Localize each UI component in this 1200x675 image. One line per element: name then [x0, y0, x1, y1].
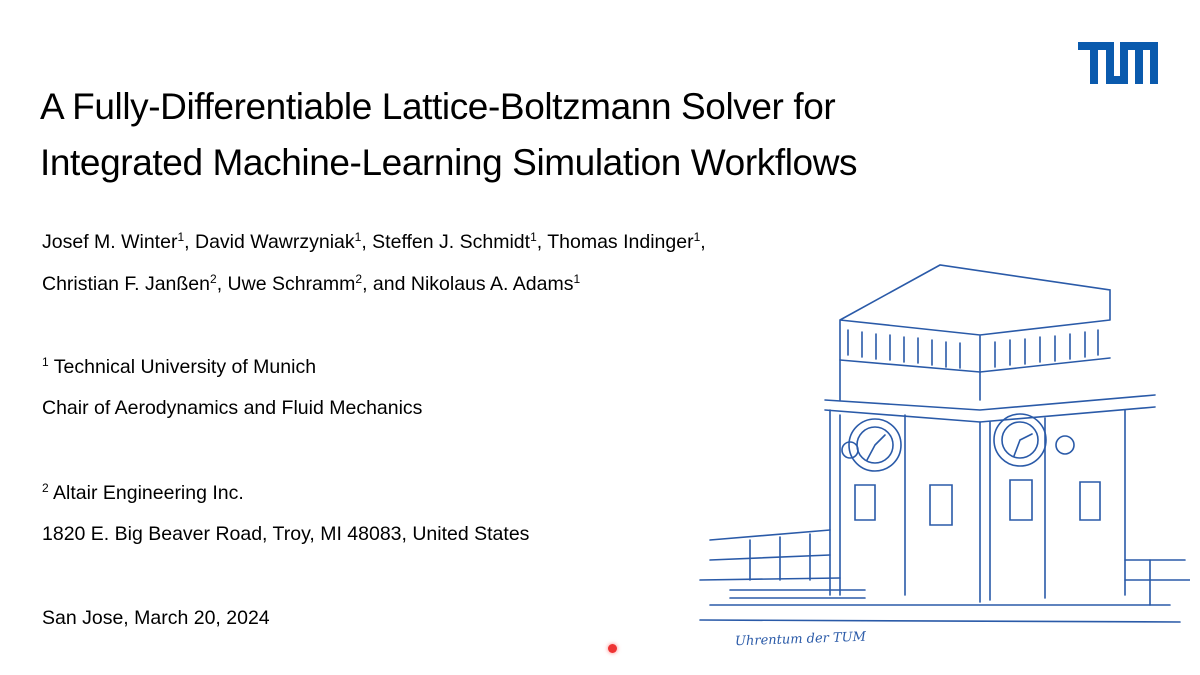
- authors-line-2: [42, 272, 580, 296]
- affiliation-mark: 1: [354, 230, 362, 244]
- affiliation-mark: 1: [42, 355, 49, 369]
- clock-tower-sketch: [690, 260, 1190, 640]
- separator: ,: [184, 231, 195, 253]
- authors-line-1: [42, 230, 706, 254]
- title-line-2: Integrated Machine-Learning Simulation Workflows: [40, 142, 858, 183]
- sketch-caption: Uhrentum der TUM: [734, 629, 867, 650]
- separator: ,: [216, 273, 228, 295]
- affiliation-2-name: [42, 481, 244, 505]
- affiliation-mark: 1: [177, 230, 185, 244]
- author-name: Nikolaus A. Adams: [410, 273, 574, 295]
- affiliation-mark: 2: [210, 272, 217, 286]
- affiliation-text: Technical University of Munich: [53, 356, 317, 378]
- venue-date: San Jose, March 20, 2024: [42, 607, 270, 629]
- author-name: Thomas Indinger: [547, 231, 694, 253]
- author-name: Steffen J. Schmidt: [372, 231, 531, 253]
- author-name: Uwe Schramm: [227, 273, 356, 295]
- author-name: Christian F. Janßen: [42, 273, 210, 295]
- affiliation-2-address: 1820 E. Big Beaver Road, Troy, MI 48083, United States: [42, 523, 530, 545]
- separator: ,: [361, 231, 373, 253]
- affiliation-mark: 1: [573, 272, 581, 286]
- affiliation-1-dept: Chair of Aerodynamics and Fluid Mechanics: [42, 397, 423, 419]
- laser-pointer: [608, 644, 617, 653]
- author-name: Josef M. Winter: [42, 231, 178, 253]
- separator: ,: [700, 231, 706, 253]
- tum-logo: [1078, 42, 1158, 84]
- separator: ,: [536, 231, 548, 253]
- affiliation-mark: 2: [355, 272, 363, 286]
- affiliation-mark: 2: [42, 481, 49, 495]
- affiliation-mark: 1: [530, 230, 537, 244]
- separator: , and: [362, 273, 411, 295]
- title-line-1: A Fully-Differentiable Lattice-Boltzmann Solver for: [40, 86, 836, 127]
- author-name: David Wawrzyniak: [194, 231, 355, 253]
- affiliation-text: Altair Engineering Inc.: [53, 482, 244, 504]
- affiliation-mark: 1: [693, 230, 701, 244]
- affiliation-1-name: [42, 355, 316, 379]
